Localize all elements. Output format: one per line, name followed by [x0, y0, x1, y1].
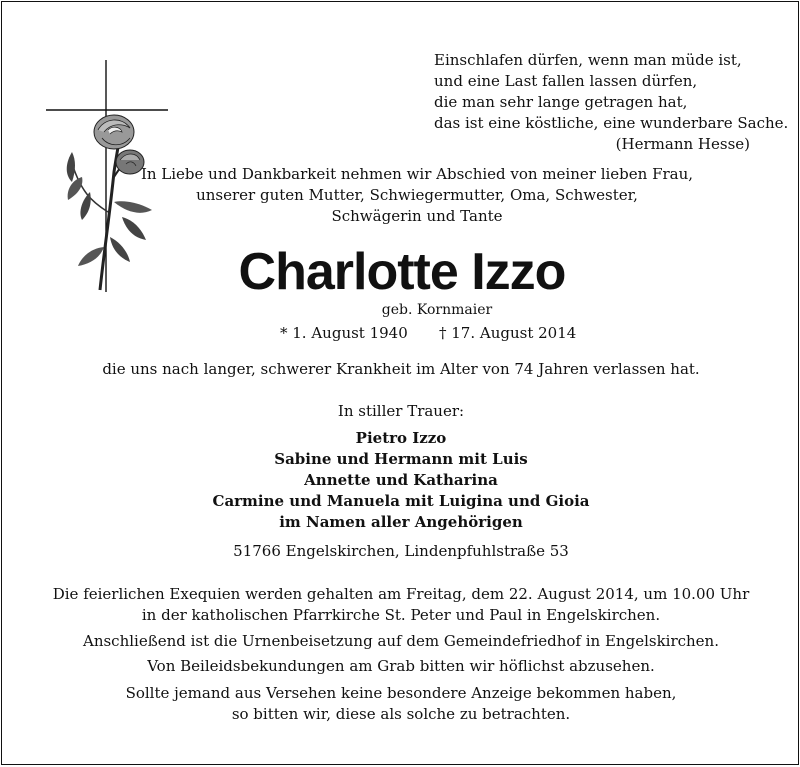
notice-text	[2, 683, 800, 725]
intro-line: unserer guten Mutter, Schwiegermutter, Oma, Schwester,	[196, 186, 638, 204]
service-line: in der katholischen Pfarrkirche St. Peter und Paul in Engelskirchen.	[141, 606, 661, 624]
mourners-list	[2, 428, 800, 533]
mourner-line: Annette und Katharina	[304, 471, 498, 489]
poem-line: Einschlafen dürfen, wenn man müde ist,	[434, 51, 742, 69]
obituary-notice	[1, 1, 799, 765]
poem-line: das ist eine köstliche, eine wunderbare Sache.	[434, 114, 789, 132]
urn-burial-text: Anschließend ist die Urnenbeisetzung auf dem Gemeindefriedhof in Engelskirchen.	[82, 632, 719, 650]
poem-line: die man sehr lange getragen hat,	[434, 93, 688, 111]
funeral-service-text	[2, 584, 800, 626]
birth-date: * 1. August 1940	[280, 324, 408, 342]
notice-line: so bitten wir, diese als solche zu betrachten.	[231, 705, 571, 723]
intro-line: In Liebe und Dankbarkeit nehmen wir Abschied von meiner lieben Frau,	[140, 165, 694, 183]
illness-text: die uns nach langer, schwerer Krankheit im Alter von 74 Jahren verlassen hat.	[102, 360, 700, 378]
poem-author: (Hermann Hesse)	[615, 135, 750, 153]
mourner-line: Pietro Izzo	[355, 429, 447, 447]
death-date: † 17. August 2014	[439, 324, 577, 342]
service-line: Die feierlichen Exequien werden gehalten am Freitag, dem 22. August 2014, um 10.00 Uhr	[52, 585, 750, 603]
notice-line: Sollte jemand aus Versehen keine besondere Anzeige bekommen haben,	[125, 684, 677, 702]
poem-quote	[434, 50, 789, 155]
condolences-text: Von Beileidsbekundungen am Grab bitten wir höflichst abzusehen.	[147, 657, 655, 675]
mourner-line: im Namen aller Angehörigen	[279, 513, 523, 531]
mourning-heading: In stiller Trauer:	[337, 402, 465, 420]
mourner-line: Sabine und Hermann mit Luis	[274, 450, 528, 468]
intro-line: Schwägerin und Tante	[331, 207, 503, 225]
poem-line: und eine Last fallen lassen dürfen,	[434, 72, 698, 90]
deceased-name: Charlotte Izzo	[238, 243, 566, 301]
intro-text	[137, 164, 697, 227]
maiden-name: geb. Kornmaier	[381, 302, 493, 318]
mourner-line: Carmine und Manuela mit Luigina und Gioia	[212, 492, 590, 510]
family-address: 51766 Engelskirchen, Lindenpfuhlstraße 53	[233, 542, 569, 560]
